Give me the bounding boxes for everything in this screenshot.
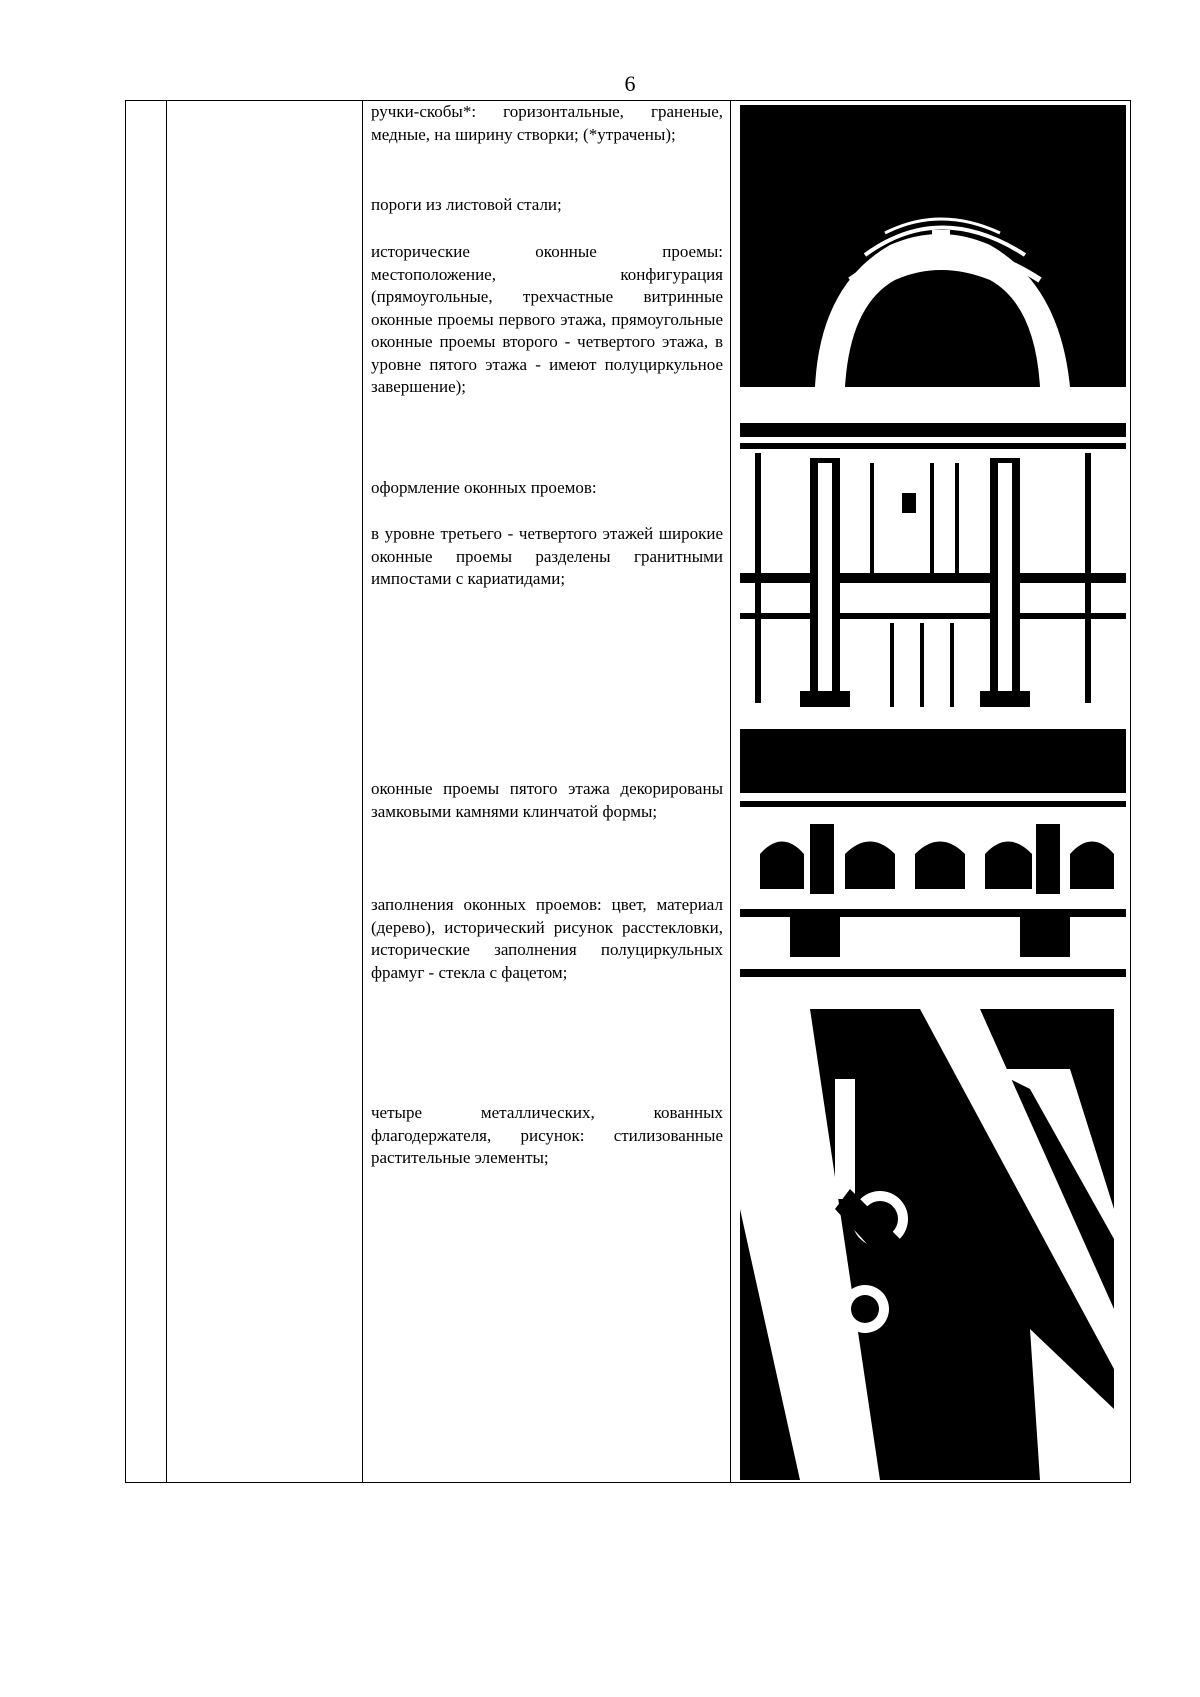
- paragraph-keystones: оконные проемы пятого этажа декорированы замковыми камнями клинчатой формы;: [371, 779, 723, 821]
- photo-dome: [740, 105, 1126, 387]
- paragraph-handles: ручки-скобы*: горизонтальные, граненые, медные, на ширину створки; (*утрачены);: [371, 102, 723, 144]
- flag-holder-image: [740, 1009, 1114, 1480]
- paragraph-historic-window-openings: исторические оконные проемы: местоположение, конфигурация (прямоугольные, трехчастные витринные оконные проемы первого этажа, прямоугольные оконные проемы второго - четвертого этажа, в уровне пятого этажа - имеют полуциркульное завершение);: [371, 242, 723, 396]
- description-column: [371, 101, 723, 1482]
- document-table: [125, 100, 1131, 1483]
- photo-flag-holder: [740, 1009, 1114, 1480]
- dome-image: [740, 105, 1126, 387]
- facade-columns-image: [740, 423, 1126, 707]
- table-column-divider-2: [362, 101, 363, 1482]
- arched-windows-image: [740, 729, 1126, 983]
- page-number: 6: [624, 71, 636, 96]
- paragraph-flag-holders: четыре металлических, кованных флагодержателя, рисунок: стилизованные растительные элементы;: [371, 1103, 723, 1167]
- paragraph-window-decoration-heading: оформление оконных проемов:: [371, 478, 597, 497]
- paragraph-window-fillings: заполнения оконных проемов: цвет, материал (дерево), исторический рисунок расстекловки, исторические заполнения полуциркульных фрамуг - стекла с фацетом;: [371, 895, 723, 982]
- photo-facade-columns: [740, 423, 1126, 707]
- table-column-divider-1: [166, 101, 167, 1482]
- table-column-divider-3: [730, 101, 731, 1482]
- photo-arched-windows: [740, 729, 1126, 983]
- paragraph-thresholds: пороги из листовой стали;: [371, 195, 562, 214]
- paragraph-caryatid-imposts: в уровне третьего - четвертого этажей широкие оконные проемы разделены гранитными импостами с кариатидами;: [371, 524, 723, 588]
